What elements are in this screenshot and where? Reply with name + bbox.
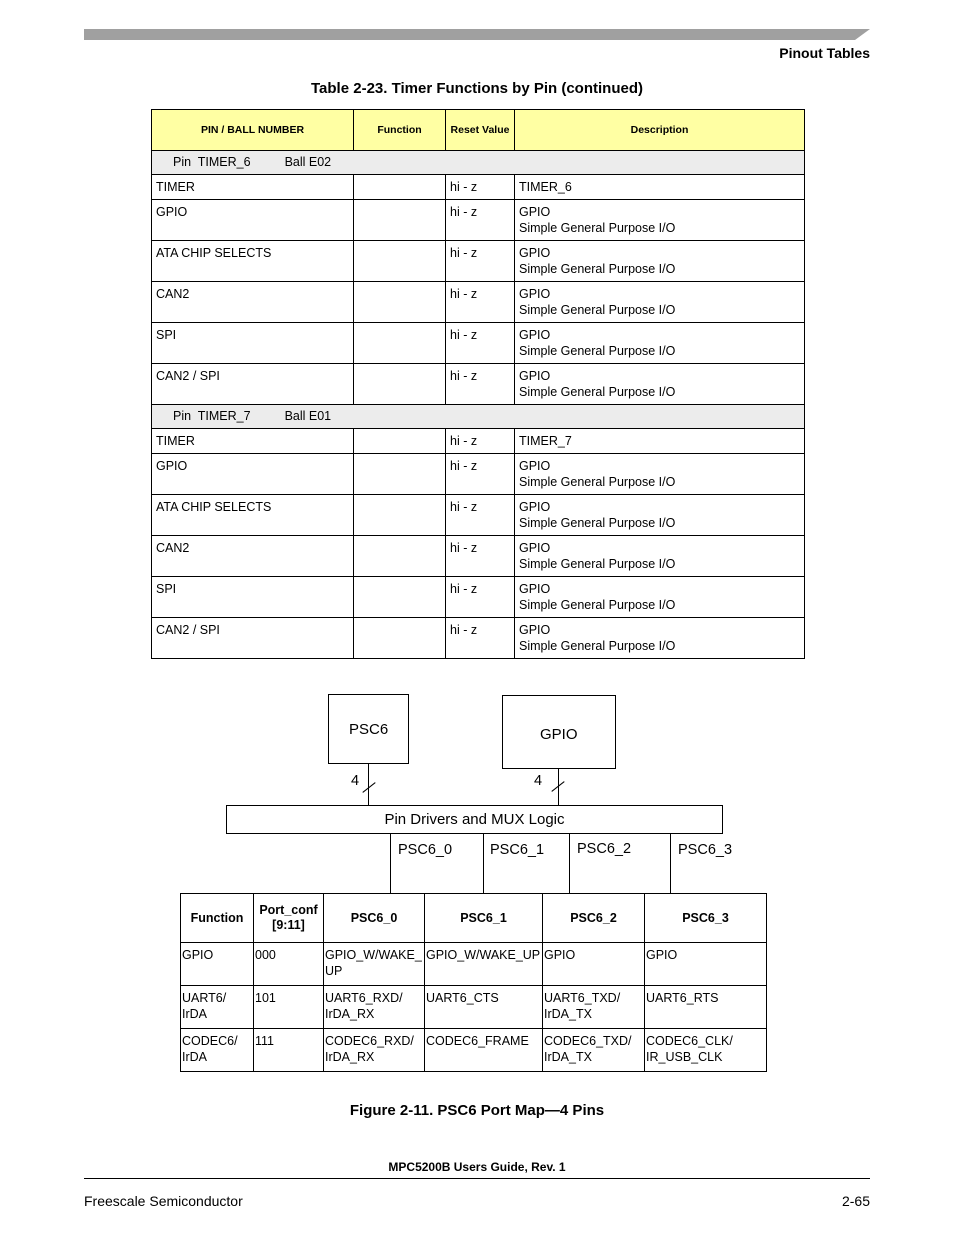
reset-value-cell: hi - z: [446, 429, 515, 454]
description-line: Simple General Purpose I/O: [519, 303, 676, 317]
function-cell: [354, 429, 446, 454]
psc6-block-label: PSC6: [349, 721, 389, 738]
description-line: Simple General Purpose I/O: [519, 221, 676, 235]
description-line: Simple General Purpose I/O: [519, 557, 676, 571]
pin-cell: CAN2: [152, 282, 354, 323]
pin-cell: CAN2: [152, 536, 354, 577]
pin-cell: ATA CHIP SELECTS: [152, 495, 354, 536]
pin-cell: SPI: [152, 323, 354, 364]
reset-value-cell: hi - z: [446, 282, 515, 323]
description-line: GPIO: [519, 287, 551, 301]
description-cell: [515, 241, 805, 282]
port-table-header-row: [181, 894, 767, 943]
reset-value-cell: hi - z: [446, 200, 515, 241]
pin-cell: ATA CHIP SELECTS: [152, 241, 354, 282]
description-line: GPIO: [519, 582, 551, 596]
port-table-cell: UART6_RTS: [645, 986, 767, 1029]
pin-name: Pin TIMER_6: [173, 155, 251, 169]
table-row: [152, 364, 805, 405]
page-number: 2-65: [841, 1193, 870, 1209]
description-line: Simple General Purpose I/O: [519, 639, 676, 653]
port-table-row: [181, 943, 767, 986]
gpio-block: [502, 695, 616, 769]
description-cell: [515, 536, 805, 577]
pin-cell: TIMER: [152, 175, 354, 200]
description-line: TIMER_7: [519, 434, 572, 448]
gpio-block-label: GPIO: [540, 726, 578, 743]
port-table-cell: 111: [254, 1029, 324, 1072]
port-table-cell: GPIO: [645, 943, 767, 986]
port-table-cell: UART6_CTS: [425, 986, 543, 1029]
table-row: [152, 618, 805, 659]
output-label-psc6-1: PSC6_1: [490, 842, 545, 858]
output-label-psc6-2: PSC6_2: [577, 841, 632, 857]
function-cell: [354, 364, 446, 405]
function-cell: [354, 282, 446, 323]
column-header-reset: Reset Value: [446, 110, 515, 151]
description-line: GPIO: [519, 623, 551, 637]
psc6-bus-line: [368, 764, 369, 805]
reset-value-cell: hi - z: [446, 618, 515, 659]
reset-value-cell: hi - z: [446, 454, 515, 495]
psc6-port-map-table: [180, 893, 767, 1072]
pin-cell: SPI: [152, 577, 354, 618]
timer-functions-table: [151, 109, 805, 659]
description-line: GPIO: [519, 541, 551, 555]
column-header-pin: PIN / BALL NUMBER: [152, 110, 354, 151]
table-row: [152, 429, 805, 454]
psc6-1-line: [483, 834, 484, 893]
port-table-cell: UART6_TXD/ IrDA_TX: [543, 986, 645, 1029]
figure-caption: Figure 2-11. PSC6 Port Map—4 Pins: [349, 1102, 605, 1119]
description-cell: [515, 618, 805, 659]
psc6-0-line: [390, 834, 391, 893]
table-row: [152, 536, 805, 577]
output-label-psc6-3: PSC6_3: [678, 842, 733, 858]
gpio-bus-width: 4: [534, 773, 543, 789]
function-cell: [354, 618, 446, 659]
pin-name: Pin TIMER_7: [173, 409, 251, 423]
port-table-row: [181, 1029, 767, 1072]
psc6-block: [328, 694, 409, 764]
table-row: [152, 577, 805, 618]
port-table-cell: CODEC6_RXD/ IrDA_RX: [324, 1029, 425, 1072]
port-column-psc6-3: PSC6_3: [645, 894, 767, 943]
function-cell: [354, 175, 446, 200]
description-line: GPIO: [519, 205, 551, 219]
function-cell: [354, 536, 446, 577]
port-column-function: Function: [181, 894, 254, 943]
table-row: [152, 454, 805, 495]
description-cell: [515, 175, 805, 200]
description-line: TIMER_6: [519, 180, 572, 194]
reset-value-cell: hi - z: [446, 577, 515, 618]
description-cell: [515, 323, 805, 364]
pin-cell: CAN2 / SPI: [152, 618, 354, 659]
function-cell: [354, 323, 446, 364]
description-cell: [515, 454, 805, 495]
table-header-row: [152, 110, 805, 151]
description-cell: [515, 200, 805, 241]
description-cell: [515, 429, 805, 454]
description-cell: [515, 282, 805, 323]
reset-value-cell: hi - z: [446, 364, 515, 405]
mux-logic-label: Pin Drivers and MUX Logic: [384, 811, 565, 828]
header-bar: [84, 29, 870, 40]
function-cell: [354, 241, 446, 282]
description-line: Simple General Purpose I/O: [519, 385, 676, 399]
function-cell: [354, 577, 446, 618]
timer-table-body: [152, 151, 805, 659]
description-line: GPIO: [519, 246, 551, 260]
description-line: Simple General Purpose I/O: [519, 344, 676, 358]
port-table-cell: GPIO: [181, 943, 254, 986]
description-line: Simple General Purpose I/O: [519, 262, 676, 276]
ball-number: Ball E02: [284, 155, 332, 169]
pin-group-row: [152, 405, 805, 429]
table-row: [152, 175, 805, 200]
output-label-psc6-0: PSC6_0: [398, 842, 453, 858]
port-column-psc6-2: PSC6_2: [543, 894, 645, 943]
psc6-3-line: [670, 834, 671, 893]
pin-group-cell: [152, 405, 805, 429]
port-table-cell: GPIO_W/WAKE_UP: [425, 943, 543, 986]
port-table-cell: CODEC6/ IrDA: [181, 1029, 254, 1072]
column-header-description: Description: [515, 110, 805, 151]
psc6-2-line: [569, 834, 570, 893]
description-cell: [515, 577, 805, 618]
footer-divider: [84, 1178, 870, 1179]
function-cell: [354, 495, 446, 536]
function-cell: [354, 454, 446, 495]
description-line: Simple General Purpose I/O: [519, 598, 676, 612]
port-table-cell: UART6/ IrDA: [181, 986, 254, 1029]
description-cell: [515, 364, 805, 405]
psc6-bus-width: 4: [351, 773, 360, 789]
description-line: GPIO: [519, 328, 551, 342]
ball-number: Ball E01: [284, 409, 332, 423]
table-row: [152, 495, 805, 536]
port-column-psc6-1: PSC6_1: [425, 894, 543, 943]
reset-value-cell: hi - z: [446, 536, 515, 577]
port-table-body: [181, 943, 767, 1072]
pin-cell: CAN2 / SPI: [152, 364, 354, 405]
section-label: Pinout Tables: [779, 45, 870, 61]
table-title: Table 2-23. Timer Functions by Pin (continued): [311, 80, 643, 97]
port-table-cell: CODEC6_CLK/ IR_USB_CLK: [645, 1029, 767, 1072]
document-title: MPC5200B Users Guide, Rev. 1: [388, 1160, 566, 1174]
port-table-cell: UART6_RXD/ IrDA_RX: [324, 986, 425, 1029]
psc6-bus-slash: [362, 782, 375, 793]
table-row: [152, 200, 805, 241]
description-line: Simple General Purpose I/O: [519, 475, 676, 489]
description-line: GPIO: [519, 459, 551, 473]
port-table-cell: 101: [254, 986, 324, 1029]
column-header-function: Function: [354, 110, 446, 151]
reset-value-cell: hi - z: [446, 495, 515, 536]
port-table-cell: GPIO_W/WAKE_ UP: [324, 943, 425, 986]
pin-cell: GPIO: [152, 454, 354, 495]
port-table-cell: CODEC6_TXD/ IrDA_TX: [543, 1029, 645, 1072]
reset-value-cell: hi - z: [446, 175, 515, 200]
port-table-cell: CODEC6_FRAME: [425, 1029, 543, 1072]
reset-value-cell: hi - z: [446, 241, 515, 282]
table-row: [152, 241, 805, 282]
company-name: Freescale Semiconductor: [84, 1193, 243, 1209]
table-row: [152, 282, 805, 323]
description-line: GPIO: [519, 500, 551, 514]
description-line: GPIO: [519, 369, 551, 383]
function-cell: [354, 200, 446, 241]
pin-group-cell: [152, 151, 805, 175]
pin-group-row: [152, 151, 805, 175]
port-table-row: [181, 986, 767, 1029]
port-column-psc6-0: PSC6_0: [324, 894, 425, 943]
table-row: [152, 323, 805, 364]
description-cell: [515, 495, 805, 536]
description-line: Simple General Purpose I/O: [519, 516, 676, 530]
pin-cell: TIMER: [152, 429, 354, 454]
port-table-cell: GPIO: [543, 943, 645, 986]
port-column-port-conf: Port_conf [9:11]: [254, 894, 324, 943]
port-table-cell: 000: [254, 943, 324, 986]
mux-logic-block: [226, 805, 723, 834]
pin-cell: GPIO: [152, 200, 354, 241]
reset-value-cell: hi - z: [446, 323, 515, 364]
